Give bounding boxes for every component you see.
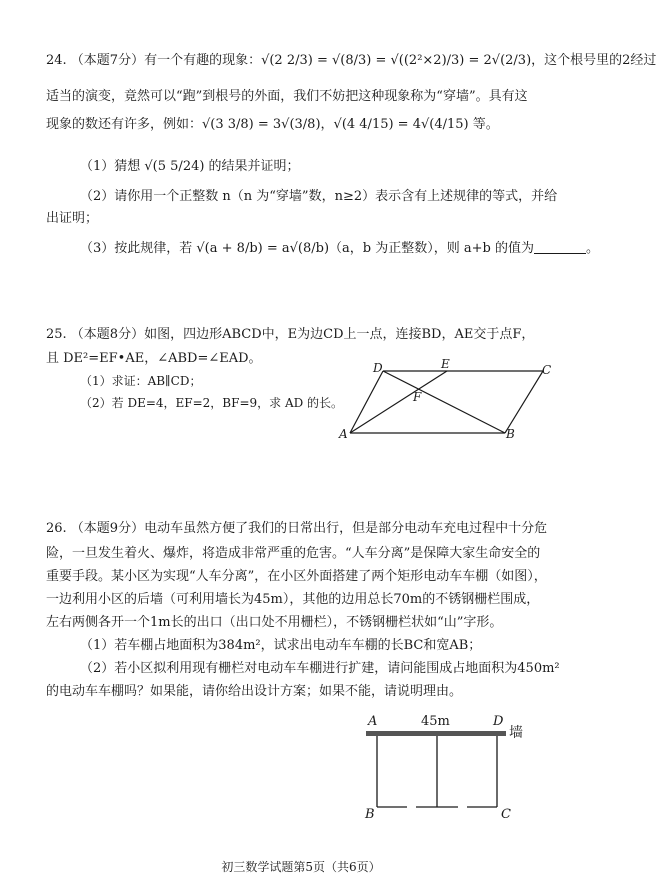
label-C: C: [501, 807, 511, 822]
segment-BD: [383, 371, 505, 433]
label-E: E: [441, 357, 450, 371]
q24-part3-end: 。: [585, 241, 599, 256]
label-F: F: [413, 390, 422, 404]
q26-line4: 一边利用小区的后墙（可利用墙长为45m），其他的边用总长70m的不锈钢栅栏围成，: [46, 592, 540, 607]
answer-blank: [534, 241, 586, 254]
segment-AD: [350, 371, 383, 433]
q24-line1: 24. （本题7分）有一个有趣的现象：√(2 2/3) = √(8/3) = √((2²×2)/3) = 2√(2/3)，这个根号里的2经过: [46, 53, 656, 68]
q25-part2: （2）若 DE=4，EF=2，BF=9，求 AD 的长。: [80, 396, 344, 410]
q24-part3-text: （3）按此规律，若 √(a + 8/b) = a√(8/b)（a，b 为正整数），则 a+b 的值为: [80, 241, 534, 256]
q25-line1: 25. （本题8分）如图，四边形ABCD中，E为边CD上一点，连接BD，AE交于点F，: [46, 327, 535, 342]
q25-part1: （1）求证：AB∥CD；: [80, 374, 202, 388]
wall: [366, 731, 506, 736]
label-B: B: [506, 427, 515, 441]
q24-part1: （1）猜想 √(5 5/24) 的结果并证明；: [80, 159, 300, 174]
segment-AE: [350, 371, 447, 433]
q26-figure: [355, 710, 530, 825]
label-D: D: [373, 361, 383, 375]
q24-line2: 适当的演变，竟然可以“跑”到根号的外面，我们不妨把这种现象称为“穿墙”。具有这: [46, 89, 528, 104]
label-A: A: [368, 714, 378, 729]
q26-line3: 重要手段。某小区为实现“人车分离”，在小区外面搭建了两个矩形电动车车棚（如图），: [46, 569, 547, 584]
q26-line1: 26. （本题9分）电动车虽然方便了我们的日常出行，但是部分电动车充电过程中十分危: [46, 521, 548, 536]
q24-line3: 现象的数还有许多，例如：√(3 3/8) = 3√(3/8)，√(4 4/15) = 4√(4/15) 等。: [46, 117, 499, 132]
q26-part2-a: （2）若小区拟利用现有栅栏对电动车车棚进行扩建，请问能围成占地面积为450m²: [80, 661, 560, 676]
label-C: C: [542, 363, 552, 377]
page-footer: 初三数学试题第5页（共6页）: [221, 860, 381, 874]
label-B: B: [365, 807, 375, 822]
label-A: A: [339, 427, 348, 441]
q24-part2-b: 出证明；: [46, 211, 99, 226]
label-wall: 墙: [509, 725, 523, 741]
q24-part3: [80, 240, 600, 258]
q26-part1: （1）若车棚占地面积为384m²，试求出电动车车棚的长BC和宽AB；: [80, 638, 482, 653]
q26-line2: 险，一旦发生着火、爆炸，将造成非常严重的危害。“人车分离”是保障大家生命安全的: [46, 546, 541, 561]
label-D: D: [493, 714, 504, 729]
q25-figure: [335, 358, 550, 443]
q25-line2: 且 DE²=EF•AE，∠ABD=∠EAD。: [46, 351, 262, 366]
q26-line5: 左右两侧各开一个1m长的出口（出口处不用栅栏），不锈钢栅栏状如“山”字形。: [46, 615, 503, 630]
q26-part2-b: 的电动车车棚吗？如果能，请你给出设计方案；如果不能，请说明理由。: [46, 684, 463, 699]
segment-BC: [505, 371, 543, 433]
q24-part2-a: （2）请你用一个正整数 n（n 为“穿墙”数，n≥2）表示含有上述规律的等式，并给: [80, 189, 558, 204]
label-length: 45m: [421, 714, 450, 729]
